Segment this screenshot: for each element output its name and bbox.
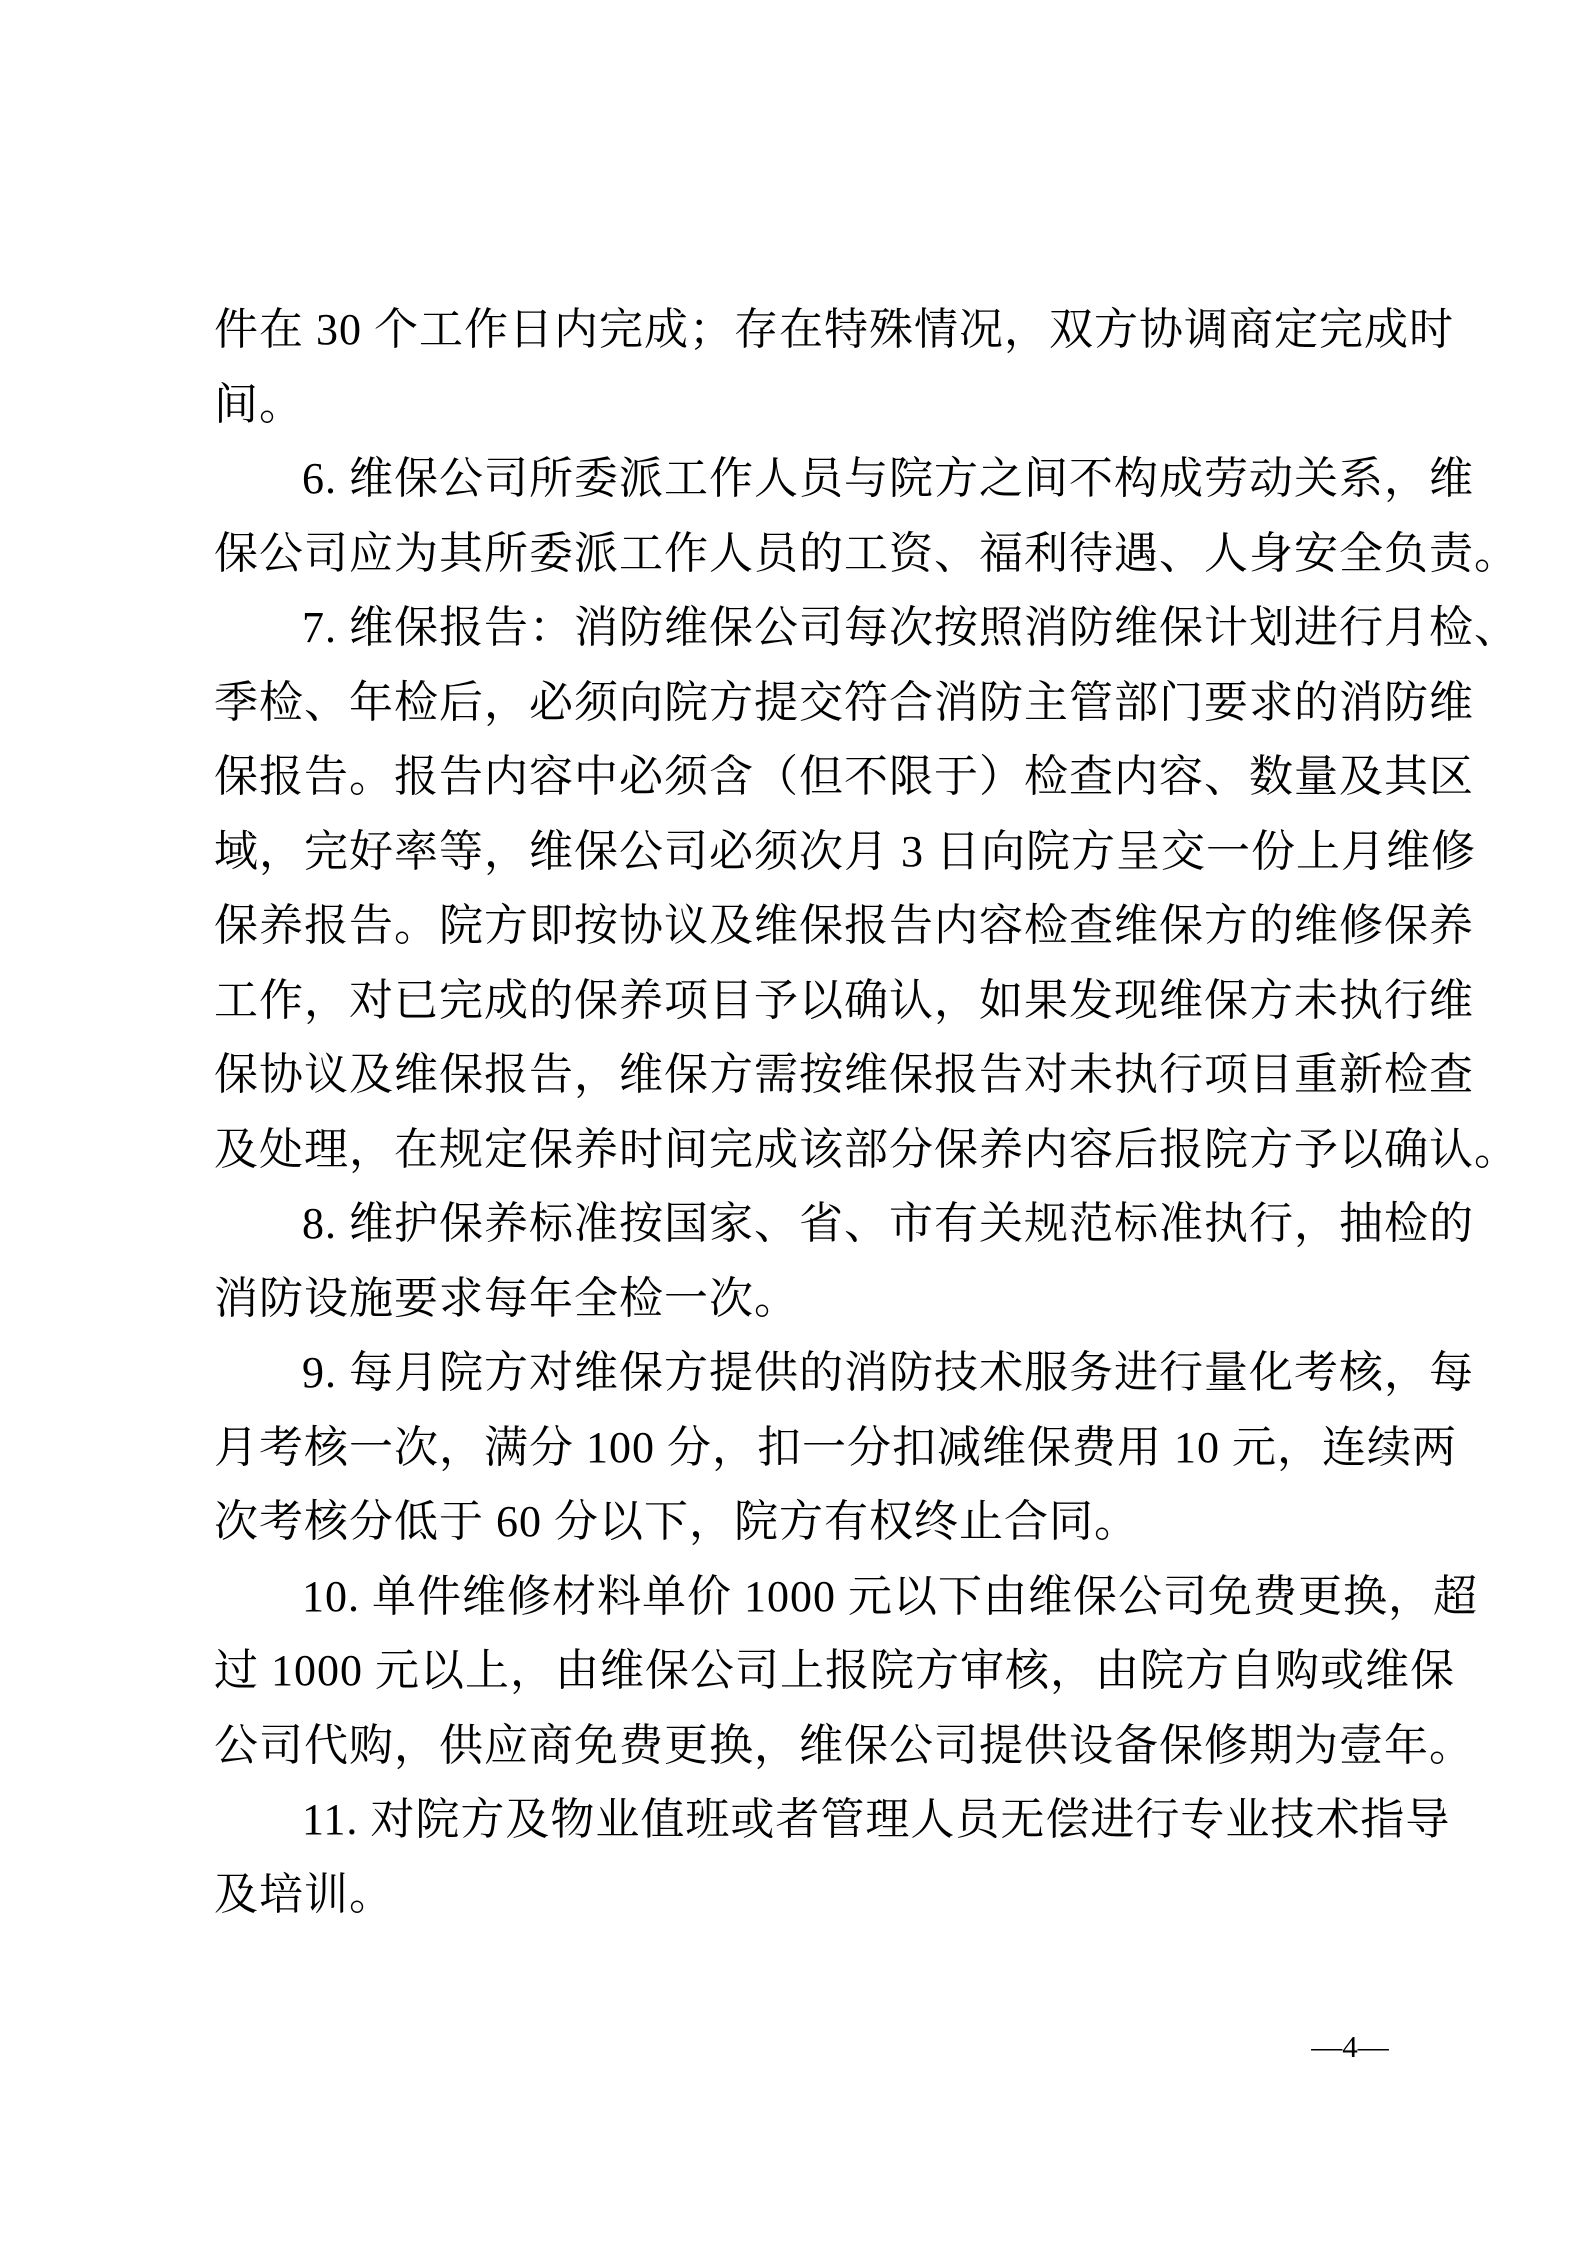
document-body bbox=[214, 293, 1519, 1932]
document-line: 间。 bbox=[214, 379, 304, 429]
document-line: 及处理，在规定保养时间完成该部分保养内容后报院方予以确认。 bbox=[214, 1124, 1519, 1174]
document-line: 工作，对已完成的保养项目予以确认，如果发现维保方未执行维 bbox=[214, 975, 1474, 1025]
document-line: 保养报告。院方即按协议及维保报告内容检查维保方的维修保养 bbox=[214, 901, 1474, 950]
page-number: —4— bbox=[1311, 2029, 1389, 2064]
document-line: 次考核分低于 60 分以下，院方有权终止合同。 bbox=[214, 1497, 1139, 1546]
document-line: 月考核一次，满分 100 分，扣一分扣减维保费用 10 元，连续两 bbox=[214, 1422, 1457, 1472]
document-line: 保协议及维保报告，维保方需按维保报告对未执行项目重新检查 bbox=[214, 1050, 1474, 1099]
document-line: 过 1000 元以上，由维保公司上报院方审核，由院方自购或维保 bbox=[214, 1646, 1455, 1695]
document-line: 保报告。报告内容中必须含（但不限于）检查内容、数量及其区 bbox=[214, 752, 1474, 801]
document-line: 8. 维护保养标准按国家、省、市有关规范标准执行，抽检的 bbox=[302, 1199, 1474, 1248]
document-line: 9. 每月院方对维保方提供的消防技术服务进行量化考核，每 bbox=[302, 1348, 1474, 1397]
document-line: 保公司应为其所委派工作人员的工资、福利待遇、人身安全负责。 bbox=[214, 528, 1519, 578]
document-line: 11. 对院方及物业值班或者管理人员无偿进行专业技术指导 bbox=[302, 1795, 1451, 1844]
document-line: 7. 维保报告：消防维保公司每次按照消防维保计划进行月检、 bbox=[302, 603, 1519, 652]
document-line: 件在 30 个工作日内完成；存在特殊情况，双方协调商定完成时 bbox=[214, 305, 1454, 354]
document-line: 6. 维保公司所委派工作人员与院方之间不构成劳动关系，维 bbox=[302, 454, 1474, 503]
document-line: 10. 单件维修材料单价 1000 元以下由维保公司免费更换，超 bbox=[302, 1571, 1478, 1621]
document-line: 公司代购，供应商免费更换，维保公司提供设备保修期为壹年。 bbox=[214, 1720, 1474, 1770]
document-line: 及培训。 bbox=[214, 1869, 394, 1919]
document-line: 消防设施要求每年全检一次。 bbox=[214, 1273, 799, 1323]
document-line: 季检、年检后，必须向院方提交符合消防主管部门要求的消防维 bbox=[214, 677, 1474, 727]
document-line: 域，完好率等，维保公司必须次月 3 日向院方呈交一份上月维修 bbox=[214, 826, 1476, 876]
